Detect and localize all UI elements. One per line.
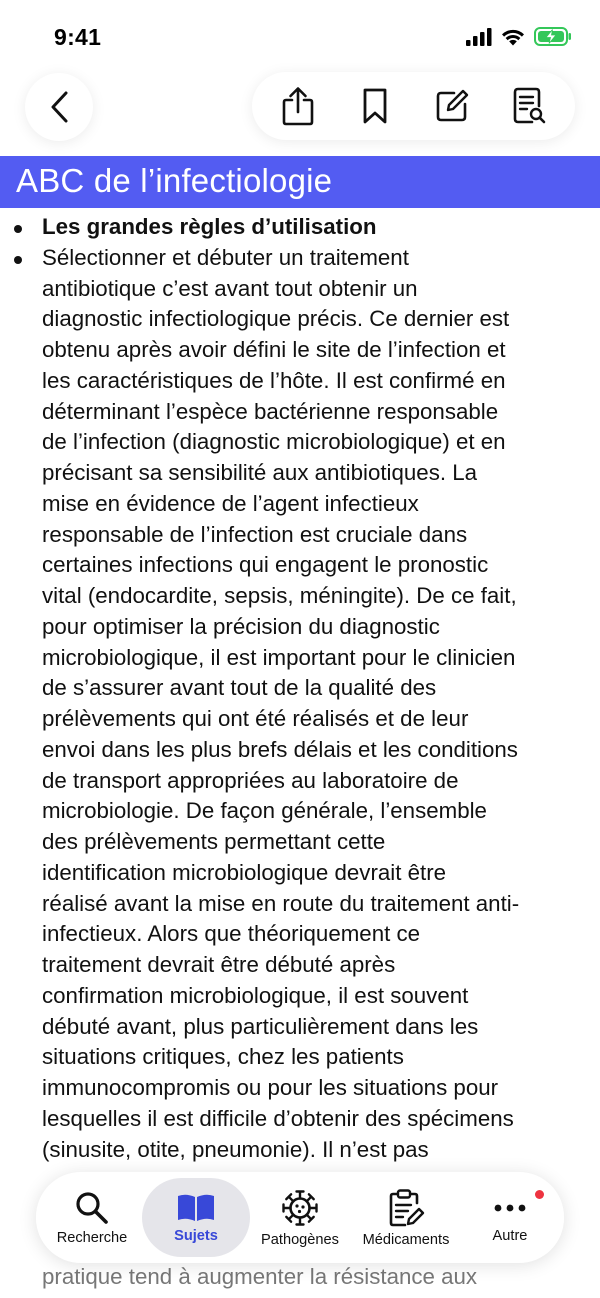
paragraph-line: (sinusite, otite, pneumonie). Il n’est pas <box>42 1136 429 1162</box>
paragraph-line: Sélectionner et débuter un traitement <box>42 244 409 270</box>
chevron-left-icon <box>48 90 70 124</box>
scrolled-text-line: pratique tend à augmenter la résistance aux <box>42 1264 478 1289</box>
tab-recherche[interactable] <box>42 1178 142 1257</box>
paragraph-line: débuté avant, plus particulièrement dans les <box>42 1013 479 1039</box>
page-title-band <box>0 156 600 208</box>
tab-label: Pathogènes <box>261 1231 339 1248</box>
paragraph-line: vital (endocardite, sepsis, méningite). De ce fait, <box>42 583 517 608</box>
paragraph-line: déterminant l’espèce bactérienne responsable <box>42 398 499 424</box>
share-icon <box>281 86 315 126</box>
paragraph-line: réalisé avant la mise en route du traitement anti- <box>42 890 520 916</box>
paragraph-line: situations critiques, chez les patients <box>42 1044 404 1070</box>
search-icon <box>74 1190 110 1226</box>
article-content <box>0 212 600 1165</box>
page-title: ABC de l’infectiologie <box>16 162 333 199</box>
back-button[interactable] <box>25 73 93 141</box>
status-icons <box>466 27 572 46</box>
tab-label: Recherche <box>56 1229 128 1246</box>
paragraph-line: lesquelles il est difficile d’obtenir des spécimens <box>42 1105 514 1131</box>
tab-bar <box>36 1172 564 1263</box>
paragraph-line: confirmation microbiologique, il est souvent <box>42 982 469 1008</box>
paragraph-line: de transport appropriées au laboratoire de <box>42 767 459 793</box>
paragraph-line: les caractéristiques de l’hôte. Il est confirmé en <box>42 367 506 393</box>
more-icon <box>490 1192 530 1224</box>
notification-badge <box>535 1190 544 1199</box>
paragraph-line: obtenu après avoir défini le site de l’infection et <box>42 337 506 362</box>
section-heading: Les grandes règles d’utilisation <box>42 214 377 239</box>
tab-label: Autre <box>492 1227 528 1244</box>
paragraph-line: mise en évidence de l’agent infectieux <box>42 490 419 516</box>
document-search-icon <box>512 86 546 126</box>
paragraph-line: de s’assurer avant tout de la qualité des <box>42 675 437 701</box>
paragraph-text <box>42 243 582 1166</box>
paragraph-line: prélèvements qui ont été réalisés et de leur <box>42 706 469 731</box>
search-in-document-button[interactable] <box>501 78 557 134</box>
status-time: 9:41 <box>54 24 102 50</box>
tab-label: Médicaments <box>362 1231 450 1248</box>
nav-actions-group <box>252 72 575 140</box>
virus-icon <box>280 1188 320 1228</box>
paragraph-line: microbiologie. De façon générale, l’ensemble <box>42 798 487 824</box>
tab-pathogenes[interactable] <box>250 1178 350 1257</box>
edit-note-button[interactable] <box>424 78 480 134</box>
paragraph-line: antibiotique c’est avant tout obtenir un <box>42 275 418 301</box>
paragraph-line: infectieux. Alors que théoriquement ce <box>42 921 421 947</box>
paragraph-line: de l’infection (diagnostic microbiologique) et en <box>42 429 506 455</box>
paragraph-line: envoi dans les plus brefs délais et les conditions <box>42 736 518 762</box>
battery-charging-icon <box>534 27 572 46</box>
paragraph-line: traitement devrait être débuté après <box>42 952 396 977</box>
paragraph-line: des prélèvements permettant cette <box>42 829 386 854</box>
bookmark-icon <box>361 87 389 125</box>
bullet-list <box>0 212 600 1165</box>
wifi-icon <box>501 28 525 46</box>
cellular-signal-icon <box>466 28 492 46</box>
paragraph-line: pour optimiser la précision du diagnostic <box>42 613 440 639</box>
tab-sujets[interactable] <box>142 1178 250 1257</box>
bullet-dot <box>14 225 22 233</box>
list-item-paragraph <box>0 243 600 1166</box>
tab-autre[interactable] <box>462 1178 558 1257</box>
list-item-heading <box>0 212 600 243</box>
clipboard-pen-icon <box>387 1188 425 1228</box>
paragraph-line: responsable de l’infection est cruciale dans <box>42 521 468 547</box>
status-bar <box>0 0 600 72</box>
paragraph-line: diagnostic infectiologique précis. Ce dernier est <box>42 306 510 332</box>
tab-label: Sujets <box>174 1227 218 1244</box>
bookmark-button[interactable] <box>347 78 403 134</box>
paragraph-line: certaines infections qui engagent le pronostic <box>42 552 489 578</box>
bullet-dot <box>14 256 22 264</box>
tab-medicaments[interactable] <box>350 1178 462 1257</box>
pencil-square-icon <box>434 88 470 124</box>
paragraph-line: identification microbiologique devrait être <box>42 859 447 885</box>
share-button[interactable] <box>270 78 326 134</box>
paragraph-line: microbiologique, il est important pour le clinicien <box>42 644 516 670</box>
paragraph-line: immunocompromis ou pour les situations pour <box>42 1075 499 1100</box>
paragraph-line: précisant sa sensibilité aux antibiotiques. La <box>42 460 478 485</box>
book-icon <box>175 1192 217 1224</box>
